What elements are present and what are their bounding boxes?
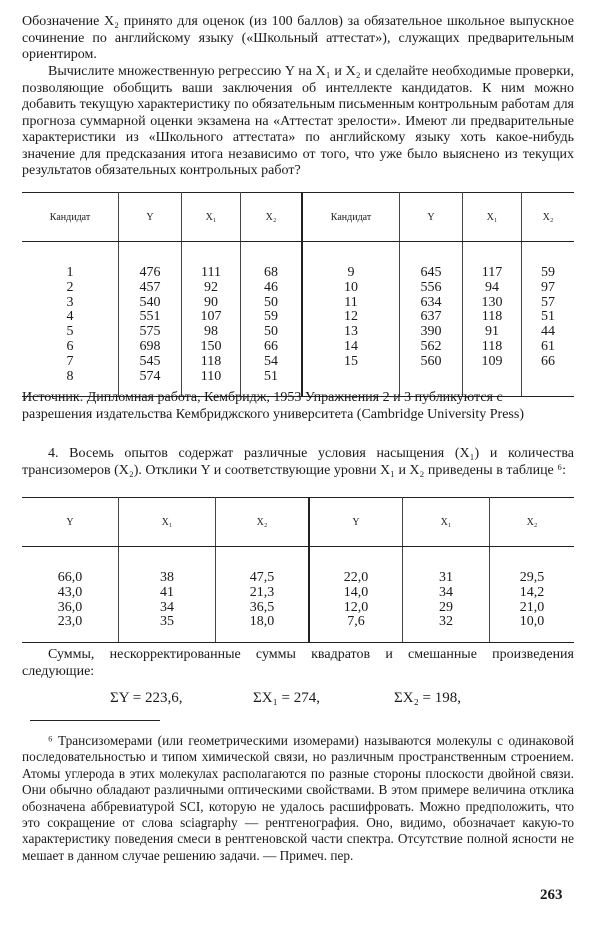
header-x2-b: X₂	[490, 498, 575, 547]
column-x2-a: 47,5 21,3 36,5 18,0	[216, 547, 310, 643]
candidates-table	[22, 192, 574, 397]
column-x2: 68 46 50 59 50 66 54 51	[241, 242, 303, 397]
column-y: 476 457 540 551 575 698 545 574	[119, 242, 182, 397]
column-x1-b: 31 34 29 32	[403, 547, 490, 643]
header-y: Y	[119, 193, 182, 242]
header-y-a: Y	[22, 498, 119, 547]
header-candidate: Кандидат	[22, 193, 119, 242]
header-y-2: Y	[400, 193, 463, 242]
column-x1-a: 38 41 34 35	[119, 547, 216, 643]
header-x2-a: X₂	[216, 498, 310, 547]
paragraph-notation: Обозначение X₂ принято для оценок (из 100 баллов) за обязательное школьное выпускное сочинение по английскому языку («Школьный аттестат»), служащих предварительным ориентиром.	[22, 14, 574, 62]
header-x1-a: X₁	[119, 498, 216, 547]
paragraph-task: Вычислите множественную регрессию Y на X₁ и X₂ и сделайте необходимые проверки, позволяющие обобщить ваши заключения об интеллекте кандидатов. К ним можно добавить текущую характеристику по обязательным письменным контрольным работам для прогноза суммарной оценки экзамена на «Аттестат зрелости». Имеют ли предварительные характеристики из «Школьного аттестата» по английскому языку хоть какое-нибудь значение для предсказания итога независимо от того, что уже было выяснено из текущих результатов обязательных контрольных работ?	[22, 64, 574, 178]
page-number: 263	[540, 887, 563, 903]
header-x1-b: X₁	[403, 498, 490, 547]
exercise-4: 4. Восемь опытов содержат различные условия насыщения (X₁) и количества трансизомеров (X₂). Отклики Y и соответствующие уровни X₁ и X₂ приведены в таблице ⁶:	[22, 446, 574, 478]
header-x2: X₂	[241, 193, 303, 242]
experiments-table	[22, 497, 574, 643]
header-x1-2: X₁	[463, 193, 522, 242]
header-candidate-2: Кандидат	[302, 193, 400, 242]
column-candidate: 1 2 3 4 5 6 7 8	[22, 242, 119, 397]
sums-intro: Суммы, нескорректированные суммы квадратов и смешанные произведения следующие:	[22, 647, 574, 679]
sum-x1: ΣX₁ = 274,	[253, 690, 321, 706]
sum-y: ΣY = 223,6,	[110, 690, 183, 706]
header-y-b: Y	[309, 498, 403, 547]
header-x1: X₁	[182, 193, 241, 242]
footnote-rule	[30, 720, 160, 721]
column-x1-2: 117 94 130 118 91 118 109	[463, 242, 522, 397]
source-note: Источник. Дипломная работа, Кембридж, 1953 Упражнения 2 и 3 публикуются с разрешения издательства Кембриджского университета (Cambridge University Press)	[22, 390, 524, 422]
sum-x2: ΣX₂ = 198,	[394, 690, 462, 706]
header-x2-2: X₂	[522, 193, 575, 242]
column-y-b: 22,0 14,0 12,0 7,6	[309, 547, 403, 643]
column-x2-2: 59 97 57 51 44 61 66	[522, 242, 575, 397]
column-x2-b: 29,5 14,2 21,0 10,0	[490, 547, 575, 643]
column-x1: 111 92 90 107 98 150 118 110	[182, 242, 241, 397]
column-candidate-2: 9 10 11 12 13 14 15	[302, 242, 400, 397]
footnote-6: ⁶ Трансизомерами (или геометрическими изомерами) называются молекулы с одинаковой последовательностью и типом химической связи, но различным пространственным строением. Атомы углерода в этих молекулах располагаются по разные стороны плоскости двойной связи. Они обычно обладают различными оптическими свойствами. В этом примере величина отклика обозначена аббревиатурой SCI, которую не удалось расшифровать. Можно предположить, что это сокращение от слова sciagraphy — рентгенография. Оно, видимо, обозначает какую-то характеристику поведения смеси в рентгеновской части спектра. Отсутствие полной ясности не мешает в данном случае решению задачи. — Примеч. пер.	[22, 733, 574, 863]
column-y-a: 66,0 43,0 36,0 23,0	[22, 547, 119, 643]
column-y-2: 645 556 634 637 390 562 560	[400, 242, 463, 397]
